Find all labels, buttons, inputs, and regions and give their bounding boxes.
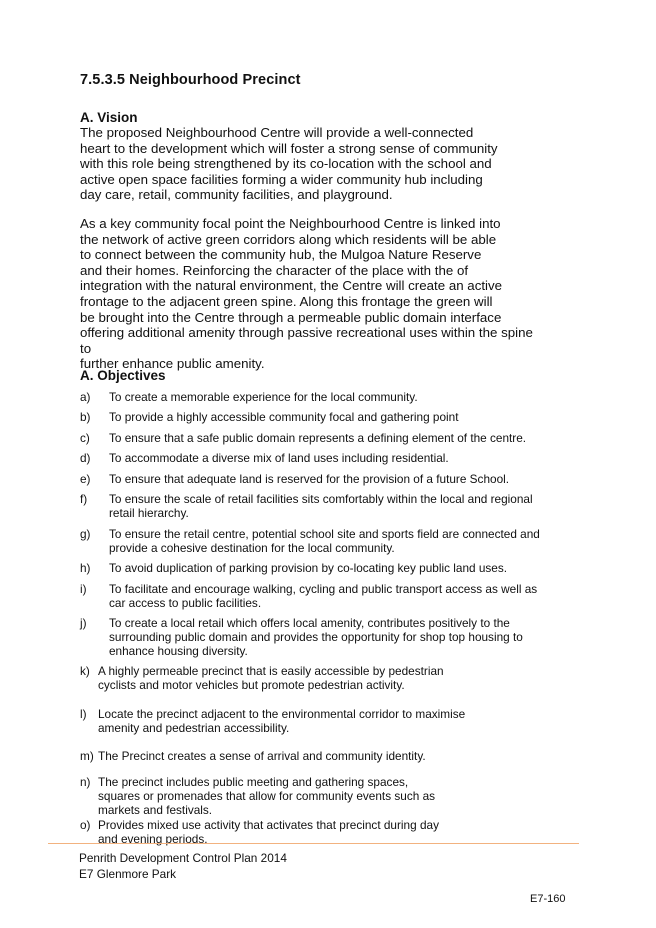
vision-paragraph-1	[80, 125, 530, 203]
vision-p2-line: the network of active green corridors along which residents will be able	[80, 231, 497, 247]
list-item-text: The Precinct creates a sense of arrival and community identity.	[98, 749, 426, 763]
list-item-label: f)	[80, 492, 88, 506]
vision-p1-line: active open space facilities forming a wider community hub including	[80, 171, 483, 187]
list-item-text: To ensure the scale of retail facilities sits comfortably within the local and regional	[109, 492, 533, 506]
list-item-text: provide a cohesive destination for the local community.	[109, 541, 395, 556]
vision-p2-line: frontage to the adjacent green spine. Along this frontage the green will	[80, 293, 493, 309]
list-item-text: To avoid duplication of parking provision by co-locating key public land uses.	[109, 561, 508, 575]
list-item-text: squares or promenades that allow for community events such as	[98, 789, 436, 804]
list-item-label: a)	[80, 390, 91, 404]
list-item-label: m)	[80, 749, 94, 763]
vision-p2-line: offering additional amenity through passive recreational uses within the spine to	[80, 325, 533, 356]
list-item-label: h)	[80, 561, 91, 575]
list-item-text: To facilitate and encourage walking, cycling and public transport access as well as	[109, 582, 538, 596]
list-item-text: retail hierarchy.	[109, 506, 189, 521]
list-item-label: l)	[80, 707, 87, 721]
list-item-text: To accommodate a diverse mix of land uses including residential.	[109, 451, 449, 465]
list-item-label: d)	[80, 451, 91, 465]
list-item-label: o)	[80, 818, 91, 832]
list-item-text: surrounding public domain and provides the opportunity for shop top housing to	[109, 630, 523, 645]
list-item-text: To ensure that a safe public domain represents a defining element of the centre.	[109, 431, 527, 445]
list-item-label: g)	[80, 527, 91, 541]
list-item-text: The precinct includes public meeting and gathering spaces,	[98, 775, 409, 789]
vision-p2-line: to connect between the community hub, the Mulgoa Nature Reserve	[80, 247, 482, 263]
vision-p1-line: The proposed Neighbourhood Centre will provide a well-connected	[80, 125, 474, 140]
vision-p2-line: be brought into the Centre through a permeable public domain interface	[80, 309, 502, 325]
list-item-label: e)	[80, 472, 91, 486]
list-item-label: i)	[80, 582, 87, 596]
objectives-heading: A. Objectives	[80, 368, 166, 383]
list-item-text: A highly permeable precinct that is easily accessible by pedestrian	[98, 664, 444, 678]
list-item-label: b)	[80, 410, 91, 424]
vision-p1-line: heart to the development which will foster a strong sense of community	[80, 140, 498, 156]
vision-p2-line: and their homes. Reinforcing the character of the place with the of	[80, 262, 469, 278]
list-item-text: To ensure the retail centre, potential school site and sports field are connected and	[109, 527, 540, 541]
footer-document-title: Penrith Development Control Plan 2014	[79, 851, 287, 865]
list-item-text: To provide a highly accessible community focal and gathering point	[109, 410, 459, 424]
vision-p2-line: As a key community focal point the Neighbourhood Centre is linked into	[80, 216, 501, 231]
vision-p1-line: day care, retail, community facilities, and playground.	[80, 187, 393, 203]
list-item-text: Provides mixed use activity that activates that precinct during day	[98, 818, 439, 832]
list-item-text: cyclists and motor vehicles but promote pedestrian activity.	[98, 678, 405, 693]
footer-rule	[48, 843, 579, 844]
section-title: 7.5.3.5 Neighbourhood Precinct	[80, 72, 301, 88]
list-item-label: k)	[80, 664, 90, 678]
vision-heading: A. Vision	[80, 110, 138, 125]
list-item-text: car access to public facilities.	[109, 596, 262, 611]
vision-paragraph-2	[80, 216, 540, 372]
list-item-text: enhance housing diversity.	[109, 644, 248, 659]
list-item-text: amenity and pedestrian accessibility.	[98, 721, 290, 736]
list-item-text: To create a memorable experience for the local community.	[109, 390, 418, 404]
list-item-label: c)	[80, 431, 90, 445]
list-item-text: To ensure that adequate land is reserved for the provision of a future School.	[109, 472, 510, 486]
vision-p1-line: with this role being strengthened by its co-location with the school and	[80, 156, 492, 172]
vision-p2-line: further enhance public amenity.	[80, 356, 265, 372]
page-number: E7-160	[530, 893, 566, 905]
list-item-text: markets and festivals.	[98, 803, 213, 818]
list-item-label: j)	[80, 616, 87, 630]
footer-section-name: E7 Glenmore Park	[79, 867, 177, 881]
list-item-text: Locate the precinct adjacent to the environmental corridor to maximise	[98, 707, 466, 721]
list-item-text: To create a local retail which offers local amenity, contributes positively to the	[109, 616, 510, 630]
list-item-label: n)	[80, 775, 91, 789]
vision-p2-line: integration with the natural environment, the Centre will create an active	[80, 278, 503, 294]
list-item-text: and evening periods.	[98, 832, 208, 847]
